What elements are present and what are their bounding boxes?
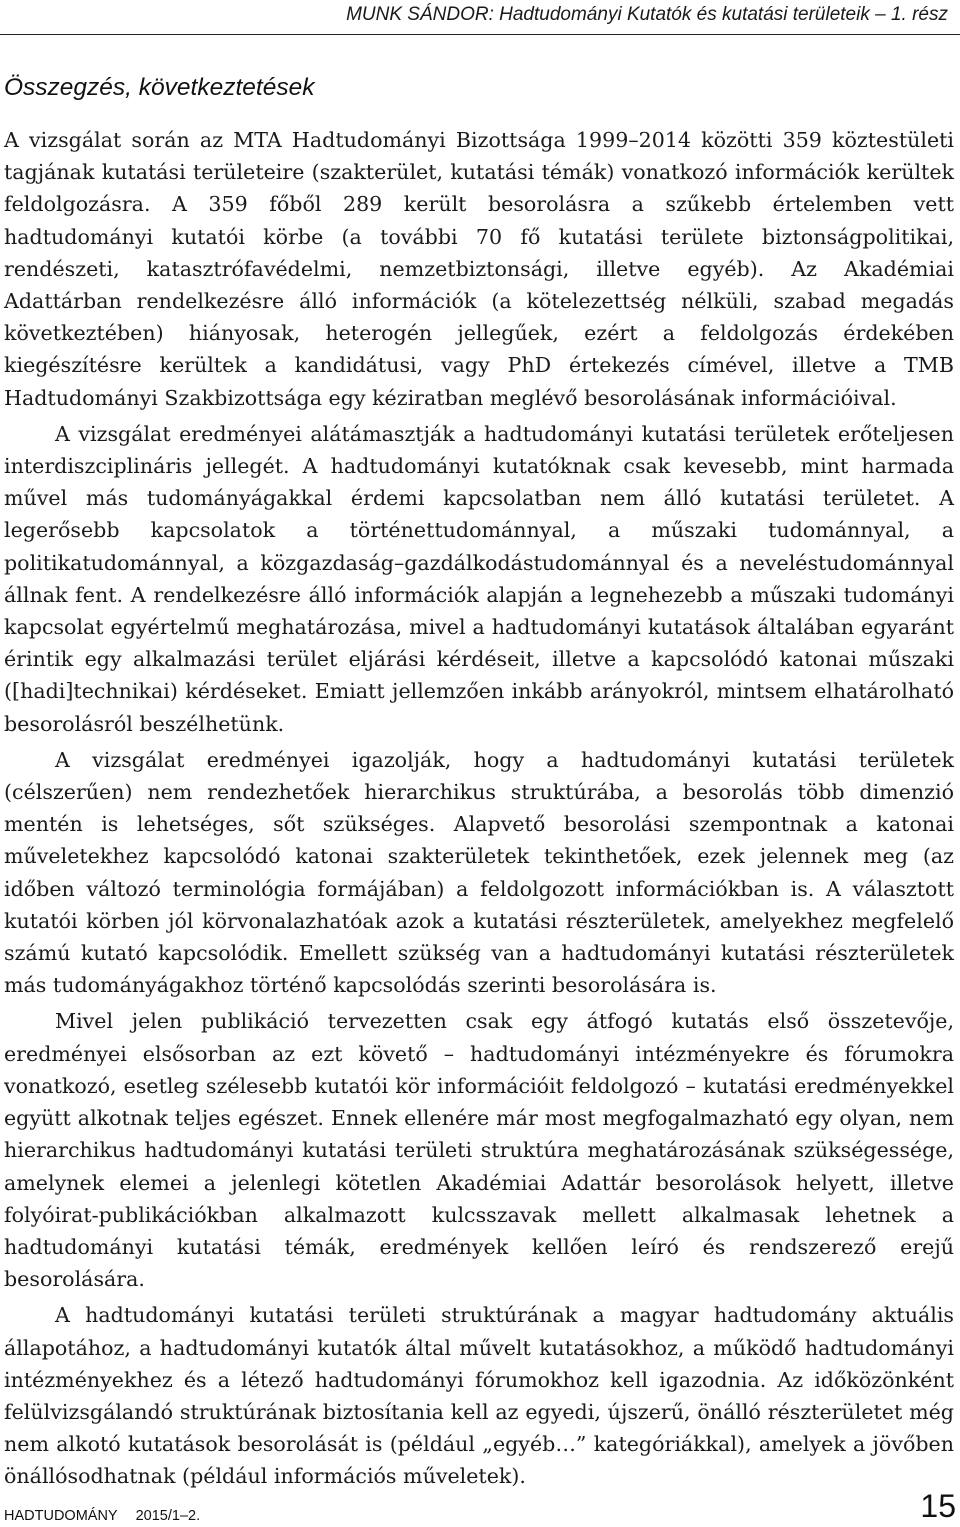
paragraph-4: Mivel jelen publikáció tervezetten csak egy átfogó kutatás első összetevője, eredményei elsősorban az ezt követő – hadtudományi intézményekre és fórumokra vonatkozó, esetleg szélesebb kutatói kör információit feldolgozó – kutatási eredményekkel együtt alkotnak teljes egészet. Ennek ellenére már most megfogalmazható egy olyan, nem hierarchikus hadtudományi kutatási területi struktúra meghatározásának szükségessége, amelynek elemei a jelenlegi kötetlen Akadémiai Adattár besorolások helyett, illetve folyóirat-publikációkban alkalmazott kulcsszavak mellett alkalmasak lehetnek a hadtudományi kutatási témák, eredmények kellően leíró és rendszerező erejű besorolására.	[4, 1009, 954, 1292]
paragraph-2: A vizsgálat eredményei alátámasztják a hadtudományi kutatási területek erőteljesen interdiszciplináris jellegét. A hadtudományi kutatóknak csak kevesebb, mint harmada művel más tudományágakkal érdemi kapcsolatban nem álló kutatási területet. A legerősebb kapcsolatok a történettudománnyal, a műszaki tudománnyal, a politikatudománnyal, a közgazdaság–gazdálkodástudománnyal és a neveléstudománnyal állnak fent. A rendelkezésre álló információk alapján a legnehezebb a műszaki tudományi kapcsolat egyértelmű meghatározása, mivel a hadtudományi kutatások általában egyaránt érintik egy alkalmazási terület eljárási kérdéseit, illetve a kapcsolódó katonai műszaki ([hadi]technikai) kérdéseket. Emiatt jellemzően inkább arányokról, mintsem elhatárolható besorolásról beszélhetünk.	[4, 421, 954, 736]
section-title: Összegzés, következtetések	[4, 74, 315, 101]
paragraph-3: A vizsgálat eredményei igazolják, hogy a hadtudományi kutatási területek (célszerűen) nem rendezhetőek hierarchikus struktúrába, a besorolás több dimenzió mentén is lehetséges, sőt szükséges. Alapvető besorolási szempontnak a katonai műveletekhez kapcsolódó katonai szakterületek tekinthetőek, ezek jelennek meg (az időben változó terminológia formájában) a feldolgozott információkban is. A választott kutatói körben jól körvonalazhatóak azok a kutatási részterületek, amelyekhez megfelelő számú kutató kapcsolódik. Emellett szükség van a hadtudományi kutatási részterületek más tudományágakhoz történő kapcsolódás szerinti besorolására is.	[4, 747, 954, 998]
body-text	[4, 124, 954, 1497]
header-rule	[0, 34, 960, 35]
paragraph-1: A vizsgálat során az MTA Hadtudományi Bizottsága 1999–2014 közötti 359 köztestületi tagjának kutatási területeire (szakterület, kutatási témák) vonatkozó információk kerültek feldolgozásra. A 359 főből 289 került besorolásra a szűkebb értelemben vett hadtudományi kutatói körbe (a további 70 fő kutatási területe biztonságpolitikai, rendészeti, katasztrófavédelmi, nemzetbiztonsági, illetve egyéb). Az Akadémiai Adattárban rendelkezésre álló információk (a kötelezettség nélküli, szabad megadás következtében) hiányosak, heterogén jellegűek, ezért a feldolgozás érdekében kiegészítésre kerültek a kandidátusi, vagy PhD értekezés címével, illetve a TMB Hadtudományi Szakbizottsága egy kéziratban meglévő besorolásának információival.	[4, 128, 954, 410]
footer	[4, 1508, 200, 1524]
footer-issue: 2015/1–2.	[135, 1508, 201, 1524]
page-number: 15	[920, 1488, 956, 1524]
running-head: MUNK SÁNDOR: Hadtudományi Kutatók és kutatási területeik – 1. rész	[346, 4, 948, 25]
footer-journal: HADTUDOMÁNY	[4, 1508, 118, 1524]
paragraph-5: A hadtudományi kutatási területi struktúrának a magyar hadtudomány aktuális állapotához, a hadtudományi kutatók által művelt kutatásokhoz, a működő hadtudományi intézményekhez és a létező hadtudományi fórumokhoz kell igazodnia. Az időközönként felülvizsgálandó struktúrának biztosítania kell az egyedi, újszerű, önálló részterületet még nem alkotó kutatások besorolását is (például „egyéb…” kategóriákkal), amelyek a jövőben önállósodhatnak (például információs műveletek).	[4, 1303, 954, 1489]
